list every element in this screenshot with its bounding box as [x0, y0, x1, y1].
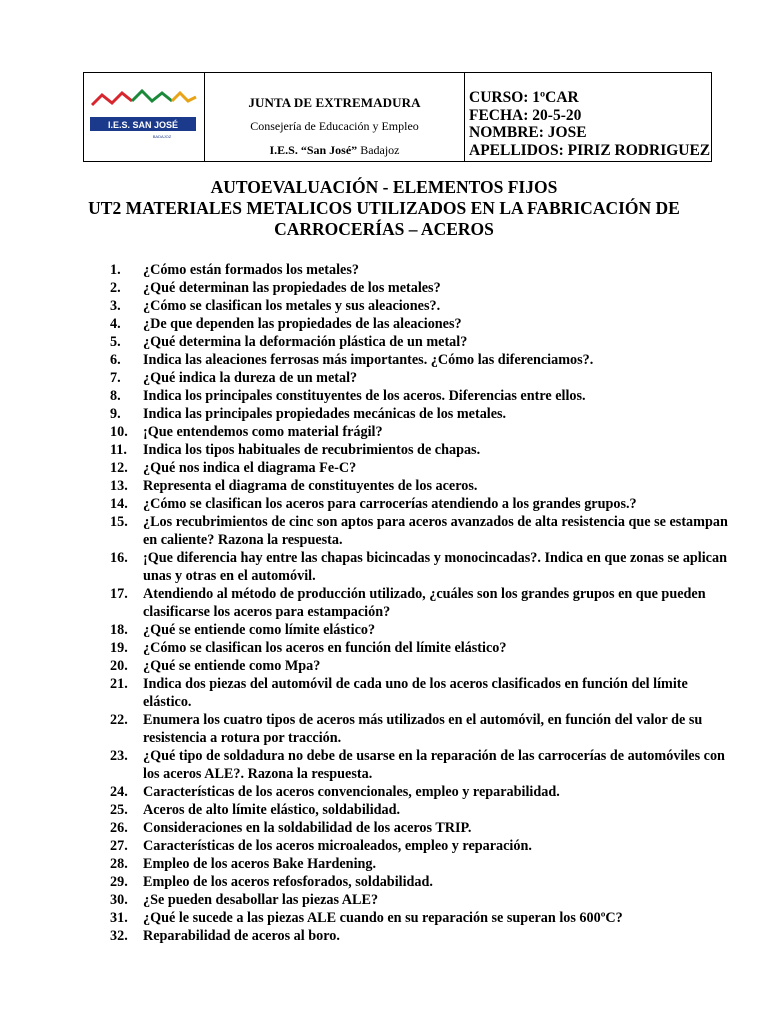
question-item	[110, 621, 730, 639]
question-text: ¿Qué determinan las propiedades de los metales?	[143, 280, 441, 296]
org-cell	[205, 73, 465, 161]
question-text: ¿Cómo están formados los metales?	[143, 262, 359, 278]
question-number: 14.	[110, 496, 128, 512]
header-table	[83, 72, 712, 162]
question-item	[110, 441, 730, 459]
question-number: 15.	[110, 514, 128, 530]
question-item	[110, 837, 730, 855]
question-text: Reparabilidad de aceros al boro.	[143, 928, 340, 944]
question-item	[110, 405, 730, 423]
logo-subtext: BADAJOZ	[152, 134, 172, 139]
question-number: 18.	[110, 622, 128, 638]
question-number: 6.	[110, 352, 121, 368]
question-text: ¿Los recubrimientos de cinc son aptos para aceros avanzados de alta resistencia que se estampan en caliente? Razona la respuesta.	[143, 514, 728, 548]
question-item	[110, 675, 730, 711]
student-info-cell	[465, 73, 711, 161]
question-number: 21.	[110, 676, 128, 692]
question-text: ¿Qué le sucede a las piezas ALE cuando en su reparación se superan los 600ºC?	[143, 910, 623, 926]
question-item	[110, 801, 730, 819]
title-line-3: CARROCERÍAS – ACEROS	[274, 219, 494, 239]
question-text: Indica los principales constituyentes de los aceros. Diferencias entre ellos.	[143, 388, 586, 404]
question-number: 13.	[110, 478, 128, 494]
org-department: Consejería de Educación y Empleo	[250, 119, 419, 133]
question-number: 7.	[110, 370, 121, 386]
question-number: 31.	[110, 910, 128, 926]
question-text: ¿Qué determina la deformación plástica de un metal?	[143, 334, 468, 350]
question-text: ¿Qué tipo de soldadura no debe de usarse en la reparación de las carrocerías de automóviles con los aceros ALE?. Razona la respuesta.	[143, 748, 725, 782]
org-title: JUNTA DE EXTREMADURA	[248, 95, 421, 110]
question-item	[110, 477, 730, 495]
question-number: 28.	[110, 856, 128, 872]
question-item	[110, 333, 730, 351]
question-text: ¿Cómo se clasifican los aceros en función del límite elástico?	[143, 640, 507, 656]
school-name: I.E.S. “San José”	[269, 143, 358, 157]
question-number: 11.	[110, 442, 127, 458]
question-number: 1.	[110, 262, 121, 278]
question-text: ¿Se pueden desabollar las piezas ALE?	[143, 892, 379, 908]
question-item	[110, 927, 730, 945]
fecha-line: FECHA: 20-5-20	[469, 106, 582, 124]
question-number: 2.	[110, 280, 121, 296]
question-number: 17.	[110, 586, 128, 602]
question-number: 20.	[110, 658, 128, 674]
question-text: Características de los aceros convencionales, empleo y reparabilidad.	[143, 784, 560, 800]
question-item	[110, 873, 730, 891]
question-number: 26.	[110, 820, 128, 836]
question-number: 25.	[110, 802, 128, 818]
question-number: 5.	[110, 334, 121, 350]
question-item	[110, 855, 730, 873]
question-text: Empleo de los aceros Bake Hardening.	[143, 856, 377, 872]
school-city: Badajoz	[360, 143, 400, 157]
school-line	[205, 143, 464, 158]
question-item	[110, 657, 730, 675]
question-number: 9.	[110, 406, 121, 422]
question-text: Empleo de los aceros refosforados, soldabilidad.	[143, 874, 433, 890]
question-list	[110, 261, 730, 945]
question-text: Características de los aceros microaleados, empleo y reparación.	[143, 838, 532, 854]
question-number: 12.	[110, 460, 128, 476]
question-number: 27.	[110, 838, 128, 854]
nombre-line: NOMBRE: JOSE	[469, 124, 587, 141]
question-text: Indica las aleaciones ferrosas más importantes. ¿Cómo las diferenciamos?.	[143, 352, 594, 368]
question-text: Atendiendo al método de producción utilizado, ¿cuáles son los grandes grupos en que pueden clasificarse los aceros para estampación?	[143, 586, 706, 620]
question-text: Indica las principales propiedades mecánicas de los metales.	[143, 406, 507, 422]
question-number: 30.	[110, 892, 128, 908]
apellidos-line: APELLIDOS: PIRIZ RODRIGUEZ	[469, 141, 711, 159]
question-item	[110, 459, 730, 477]
question-item	[110, 909, 730, 927]
question-number: 29.	[110, 874, 128, 890]
title-line-2: UT2 MATERIALES METALICOS UTILIZADOS EN LA FABRICACIÓN DE	[88, 198, 680, 218]
curso-line: CURSO: 1ºCAR	[469, 89, 579, 106]
question-text: Enumera los cuatro tipos de aceros más utilizados en el automóvil, en función del valor de su resistencia a rotura por tracción.	[143, 712, 703, 746]
logo-cell	[84, 73, 205, 161]
question-item	[110, 261, 730, 279]
question-item	[110, 585, 730, 621]
question-item	[110, 279, 730, 297]
question-text: Aceros de alto límite elástico, soldabilidad.	[143, 802, 401, 818]
question-item	[110, 783, 730, 801]
question-number: 19.	[110, 640, 128, 656]
question-text: ¿Qué se entiende como Mpa?	[143, 658, 321, 674]
question-item	[110, 315, 730, 333]
question-item	[110, 549, 730, 585]
question-text: ¿Qué indica la dureza de un metal?	[143, 370, 358, 386]
question-number: 22.	[110, 712, 128, 728]
question-text: ¡Que diferencia hay entre las chapas bicincadas y monocincadas?. Indica en que zonas se aplican unas y otras en el automóvil.	[143, 550, 727, 584]
question-item	[110, 639, 730, 657]
question-number: 32.	[110, 928, 128, 944]
question-item	[110, 369, 730, 387]
document-title	[0, 177, 768, 240]
question-number: 3.	[110, 298, 121, 314]
question-item	[110, 297, 730, 315]
question-text: ¿Cómo se clasifican los aceros para carrocerías atendiendo a los grandes grupos.?	[143, 496, 637, 512]
question-text: Representa el diagrama de constituyentes de los aceros.	[143, 478, 478, 494]
question-number: 23.	[110, 748, 128, 764]
question-text: Indica dos piezas del automóvil de cada uno de los aceros clasificados en función del límite elástico.	[143, 676, 688, 710]
question-item	[110, 495, 730, 513]
question-item	[110, 423, 730, 441]
question-item	[110, 891, 730, 909]
question-item	[110, 513, 730, 549]
question-text: ¿Cómo se clasifican los metales y sus aleaciones?.	[143, 298, 441, 314]
logo-text: I.E.S. SAN JOSÉ	[107, 120, 179, 130]
question-number: 24.	[110, 784, 128, 800]
question-item	[110, 819, 730, 837]
school-logo	[88, 83, 200, 141]
question-item	[110, 711, 730, 747]
title-line-1: AUTOEVALUACIÓN - ELEMENTOS FIJOS	[210, 177, 558, 197]
question-text: Indica los tipos habituales de recubrimientos de chapas.	[143, 442, 481, 458]
question-text: ¿Qué se entiende como límite elástico?	[143, 622, 376, 638]
question-number: 4.	[110, 316, 121, 332]
question-text: ¿De que dependen las propiedades de las aleaciones?	[143, 316, 462, 332]
question-text: ¿Qué nos indica el diagrama Fe-C?	[143, 460, 357, 476]
question-number: 10.	[110, 424, 128, 440]
question-item	[110, 747, 730, 783]
question-text: ¡Que entendemos como material frágil?	[143, 424, 383, 440]
question-item	[110, 387, 730, 405]
question-number: 16.	[110, 550, 128, 566]
question-text: Consideraciones en la soldabilidad de los aceros TRIP.	[143, 820, 472, 836]
question-item	[110, 351, 730, 369]
question-number: 8.	[110, 388, 121, 404]
